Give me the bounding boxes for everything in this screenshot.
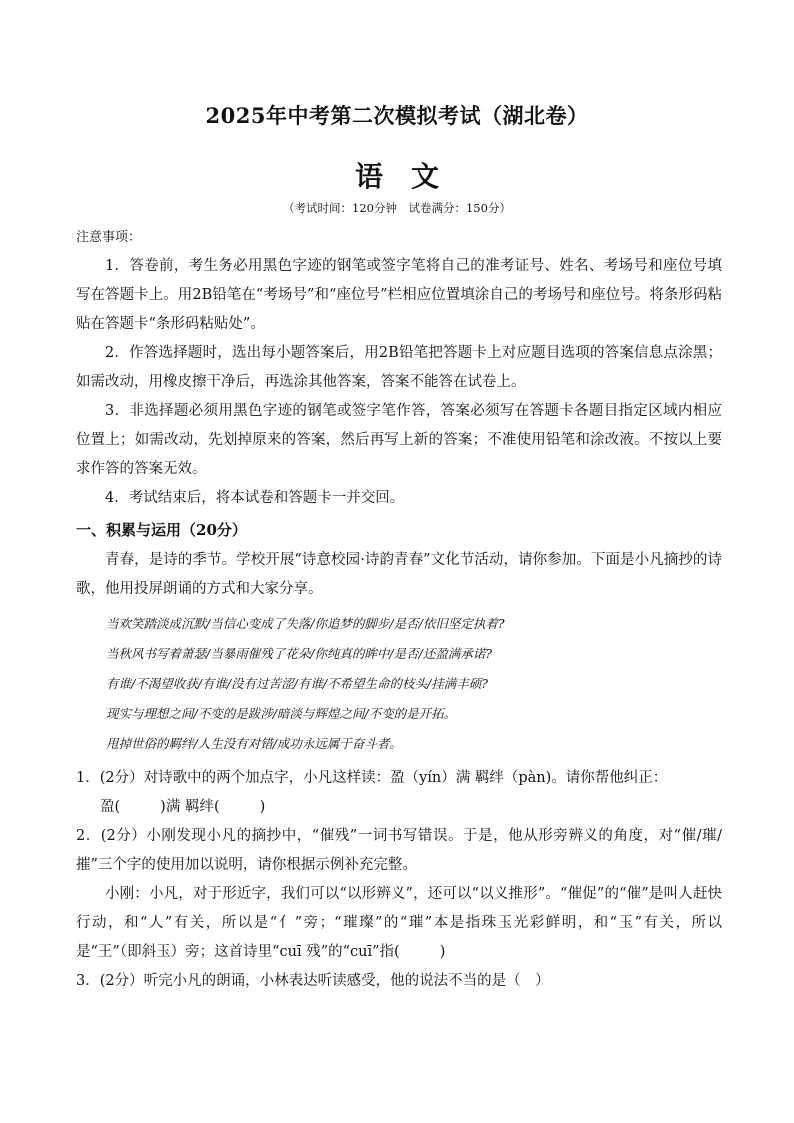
section-intro [76, 546, 722, 604]
subject-char-1: 语 [354, 160, 383, 193]
q1-answer-b: )满 羁绊( [160, 799, 220, 815]
notice-item-1: 1．答卷前，考生务必用黑色字迹的钢笔或签字笔将自己的准考证号、姓名、考场号和座位号填写在答题卡上。用2B铅笔在“考场号”和“座位号”栏相应位置填涂自己的考场号和座位号。将条形码粘贴在答题卡“条形码粘贴处”。 [76, 258, 722, 332]
question-2: 2．(2分）小刚发现小凡的摘抄中，“催残”一词书写错误。于是，他从形旁辨义的角度，对“催/璀/摧”三个字的使用加以说明，请你根据示例补充完整。 [76, 828, 722, 873]
question-1: 1．(2分）对诗歌中的两个加点字，小凡这样读：盈（yín）满 羁绊（pàn)。请你帮他纠正： [76, 770, 668, 786]
q1-answer-c: ) [259, 799, 266, 815]
notice-list [76, 252, 722, 513]
poem [106, 609, 726, 759]
poem-line-2: 当秋风书写着萧瑟/当暴雨催残了花朵/你纯真的眸中/是否/还盈满承诺? [106, 646, 493, 661]
q2-example-text: 小刚：小凡，对于形近字，我们可以“以形辨义”，还可以“以义推形”。“催促”的“催”是叫人赶快行动，和“人”有关，所以是“亻”旁；“璀璨”的“璀”本是指珠玉光彩鲜明，和“玉”有关，所以是“王”（即斜玉）旁；这首诗里“cuī 残”的“cuī”指( [76, 886, 722, 960]
notice-item-4: 4．考试结束后，将本试卷和答题卡一并交回。 [105, 490, 405, 506]
poem-line-5: 甩掉世俗的羁绊/人生没有对错/成功永远属于奋斗者。 [106, 736, 402, 751]
question-1-answer-line [76, 793, 722, 822]
questions [76, 764, 722, 996]
poem-line-1: 当欢笑踏淡成沉默/当信心变成了失落/你追梦的脚步/是否/依旧坚定执着? [106, 616, 505, 631]
notice-item-2: 2．作答选择题时，选出每小题答案后，用2B铅笔把答题卡上对应题目选项的答案信息点涂黑；如需改动，用橡皮擦干净后，再选涂其他答案，答案不能答在试卷上。 [76, 345, 722, 390]
q2-example-end: ) [439, 944, 446, 960]
exam-info: （考试时间：120分钟 试卷满分：150分） [283, 201, 511, 215]
section-heading: 一、积累与运用（20分） [76, 521, 247, 539]
notice-item-3: 3．非选择题必须用黑色字迹的钢笔或签字笔作答，答案必须写在答题卡各题目指定区域内相应位置上；如需改动，先划掉原来的答案，然后再写上新的答案；不准使用铅笔和涂改液。不按以上要求作答的答案无效。 [76, 403, 722, 477]
intro-paragraph: 青春，是诗的季节。学校开展“诗意校园·诗韵青春”文化节活动，请你参加。下面是小凡摘抄的诗歌，他用投屏朗诵的方式和大家分享。 [76, 552, 722, 597]
question-3: 3．(2分）听完小凡的朗诵，小林表达听读感受，他的说法不当的是（ ） [76, 973, 550, 989]
question-2-example [76, 880, 722, 967]
subject-title [0, 155, 794, 195]
poem-line-4: 现实与理想之间/不变的是跋涉/暗淡与辉煌之间/不变的是开拓。 [106, 706, 457, 721]
q1-answer-a: 盈( [100, 799, 121, 815]
poem-line-3: 有谁/不渴望收获/有谁/没有过苦涩/有谁/不希望生命的枝头/挂满丰硕? [106, 676, 488, 691]
subject-char-2: 文 [411, 160, 440, 193]
notice-heading: 注意事项： [76, 230, 142, 245]
exam-title: 2025年中考第二次模拟考试（湖北卷） [205, 103, 589, 128]
